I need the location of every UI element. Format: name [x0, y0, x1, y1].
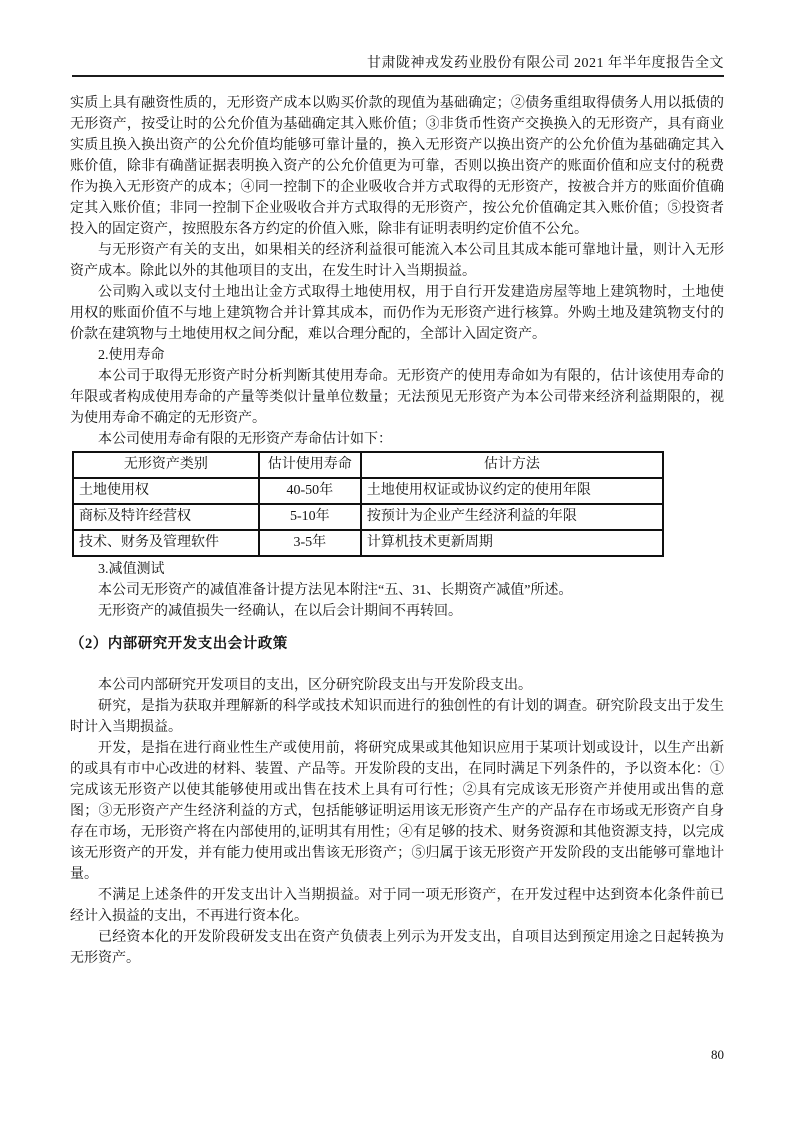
cell-method: 计算机技术更新周期 — [361, 530, 663, 556]
paragraph-table-lead-in: 本公司使用寿命有限的无形资产寿命估计如下： — [98, 432, 392, 447]
intangible-asset-life-table — [72, 451, 664, 557]
paragraph-asset-cost-continuation: 实质上具有融资性质的，无形资产成本以购买价款的现值为基础确定；②债务重组取得债务人用以抵债的无形资产，按受让时的公允价值为基础确定其入账价值；③非货币性资产交换换入的无形资产，具有商业实质且换入换出资产的公允价值均能够可靠计量的，换入无形资产以换出资产的公允价值为基础确定其入账价值，除非有确凿证据表明换入资产的公允价值更为可靠，否则以换出资产的账面价值和应支付的税费作为换入无形资产的成本；④同一控制下的企业吸收合并方式取得的无形资产，按被合并方的账面价值确定其入账价值；非同一控制下企业吸收合并方式取得的无形资产，按公允价值确定其入账价值；⑤投资者投入的固定资产，按照股东各方约定的价值入账，除非有证明表明约定价值不公允。 — [70, 96, 724, 237]
page-header — [70, 55, 724, 77]
cell-category: 技术、财务及管理软件 — [73, 530, 259, 556]
table-header-method: 估计方法 — [361, 452, 663, 478]
section-heading-rd-policy: （2）内部研究开发支出会计政策 — [70, 636, 288, 652]
header-divider — [72, 75, 724, 77]
paragraph-noncapitalizable: 不满足上述条件的开发支出计入当期损益。对于同一项无形资产，在开发过程中达到资本化条件前已经计入损益的支出，不再进行资本化。 — [70, 888, 724, 924]
cell-category: 土地使用权 — [73, 478, 259, 504]
paragraph-rd-split: 本公司内部研究开发项目的支出，区分研究阶段支出与开发阶段支出。 — [98, 678, 532, 693]
cell-life: 3-5年 — [259, 530, 361, 556]
paragraph-capitalized-presentation: 已经资本化的开发阶段研发支出在资产负债表上列示为开发支出，自项目达到预定用途之日起转换为无形资产。 — [70, 930, 724, 966]
table-row — [73, 530, 663, 556]
page-footer — [711, 1047, 724, 1062]
cell-category: 商标及特许经营权 — [73, 504, 259, 530]
table-header-row — [73, 452, 663, 478]
page-number: 80 — [711, 1047, 724, 1062]
subheading-useful-life: 2.使用寿命 — [98, 348, 165, 363]
paragraph-land-use-right: 公司购入或以支付土地出让金方式取得土地使用权，用于自行开发建造房屋等地上建筑物时，土地使用权的账面价值不与地上建筑物合并计算其成本，而仍作为无形资产进行核算。外购土地及建筑物支付的价款在建筑物与土地使用权之间分配，难以合理分配的，全部计入固定资产。 — [70, 285, 724, 342]
cell-life: 5-10年 — [259, 504, 361, 530]
cell-life: 40-50年 — [259, 478, 361, 504]
table-header-life: 估计使用寿命 — [259, 452, 361, 478]
paragraph-impairment-no-reversal: 无形资产的减值损失一经确认，在以后会计期间不再转回。 — [98, 604, 462, 619]
subheading-impairment-test: 3.减值测试 — [98, 562, 165, 577]
report-body — [70, 93, 724, 969]
paragraph-research-definition: 研究，是指为获取并理解新的科学或技术知识而进行的独创性的有计划的调查。研究阶段支出于发生时计入当期损益。 — [70, 699, 724, 735]
paragraph-development-definition: 开发，是指在进行商业性生产或使用前，将研究成果或其他知识应用于某项计划或设计，以生产出新的或具有市中心改进的材料、装置、产品等。开发阶段的支出，在同时满足下列条件的，予以资本化：①完成该无形资产以使其能够使用或出售在技术上具有可行性；②具有完成该无形资产并使用或出售的意图；③无形资产产生经济利益的方式，包括能够证明运用该无形资产生产的产品存在市场或无形资产自身存在市场，无形资产将在内部使用的,证明其有用性；④有足够的技术、财务资源和其他资源支持，以完成该无形资产的开发，并有能力使用或出售该无形资产；⑤归属于该无形资产开发阶段的支出能够可靠地计量。 — [70, 741, 724, 882]
table-row — [73, 504, 663, 530]
paragraph-impairment-method: 本公司无形资产的减值准备计提方法见本附注“五、31、长期资产减值”所述。 — [98, 583, 573, 598]
paragraph-related-expenditure: 与无形资产有关的支出，如果相关的经济利益很可能流入本公司且其成本能可靠地计量，则计入无形资产成本。除此以外的其他项目的支出，在发生时计入当期损益。 — [70, 243, 724, 279]
table-header-category: 无形资产类别 — [73, 452, 259, 478]
paragraph-useful-life-judgement: 本公司于取得无形资产时分析判断其使用寿命。无形资产的使用寿命如为有限的，估计该使用寿命的年限或者构成使用寿命的产量等类似计量单位数量；无法预见无形资产为本公司带来经济利益期限的，视为使用寿命不确定的无形资产。 — [70, 369, 724, 426]
cell-method: 土地使用权证或协议约定的使用年限 — [361, 478, 663, 504]
report-header-title: 甘肃陇神戎发药业股份有限公司 2021 年半年度报告全文 — [367, 56, 724, 71]
cell-method: 按预计为企业产生经济利益的年限 — [361, 504, 663, 530]
table-row — [73, 478, 663, 504]
